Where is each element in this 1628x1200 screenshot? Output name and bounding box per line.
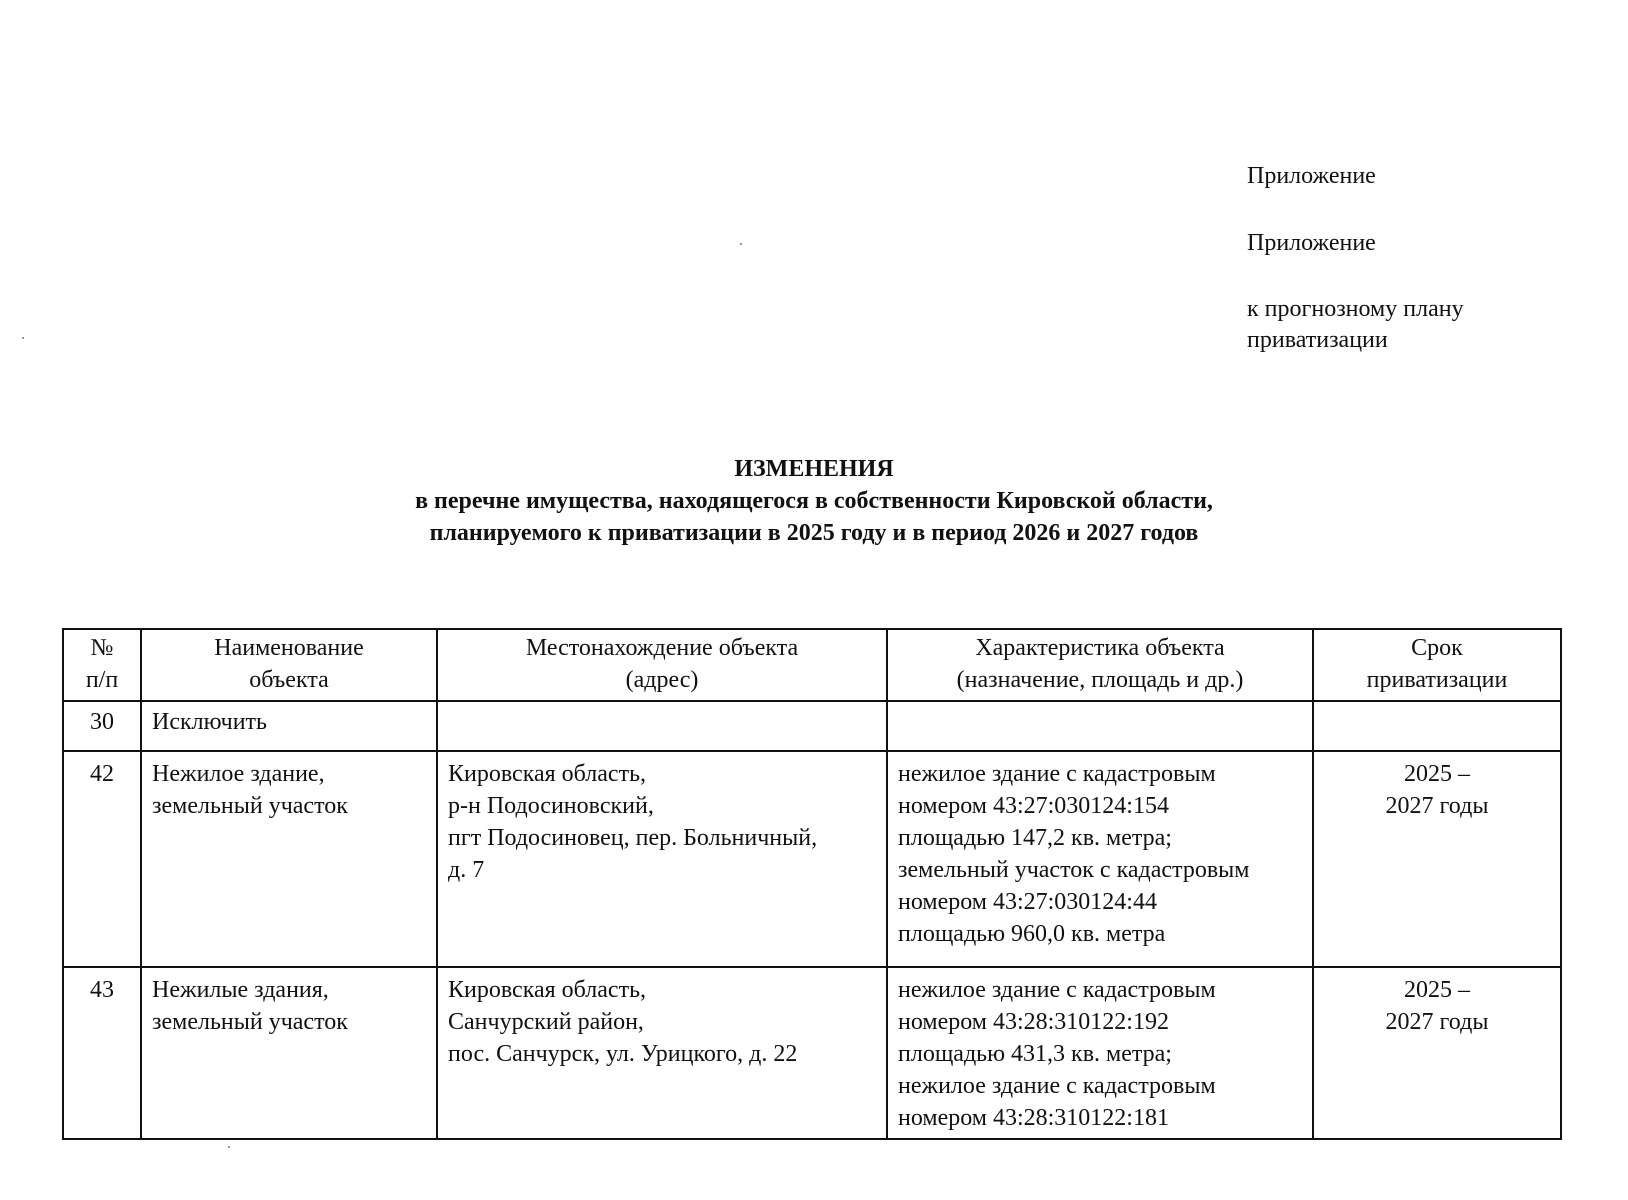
- cell-text: Нежилое здание,: [152, 761, 325, 787]
- header-privatization-term: [1313, 629, 1561, 701]
- cell-text: р-н Подосиновский,: [448, 793, 654, 819]
- table-row: [63, 751, 1561, 967]
- cell-text: нежилое здание с кадастровым: [898, 977, 1216, 1003]
- document-title-line: в перечне имущества, находящегося в собственности Кировской области,: [415, 488, 1213, 514]
- header-text: (адрес): [625, 667, 699, 693]
- table-header-row: [63, 629, 1561, 701]
- cell-text: Кировская область,: [448, 761, 647, 787]
- scan-speck: [228, 1146, 230, 1148]
- header-description: [887, 629, 1313, 701]
- row-number: 42: [63, 751, 141, 967]
- appendix-label-repeat: Приложение: [1247, 230, 1376, 256]
- cell-text: Кировская область,: [448, 977, 647, 1003]
- table-row: [63, 967, 1561, 1139]
- row-object-name: [141, 751, 437, 967]
- appendix-label: Приложение: [1247, 163, 1376, 189]
- header-number: [63, 629, 141, 701]
- row-object-name: [141, 701, 437, 751]
- row-term: [1313, 751, 1561, 967]
- header-object-name: [141, 629, 437, 701]
- appendix-reference-line: приватизации: [1247, 327, 1388, 353]
- header-text: Наименование: [214, 635, 364, 661]
- row-description: [887, 967, 1313, 1139]
- cell-text: площадью 960,0 кв. метра: [898, 921, 1166, 947]
- cell-text: площадью 431,3 кв. метра;: [898, 1041, 1172, 1067]
- cell-text: номером 43:27:030124:154: [898, 793, 1169, 819]
- cell-text: номером 43:27:030124:44: [898, 889, 1157, 915]
- cell-text: 2027 годы: [1385, 793, 1489, 819]
- header-text: Характеристика объекта: [975, 635, 1225, 661]
- row-address: [437, 751, 887, 967]
- document-title-line: планируемого к приватизации в 2025 году и в период 2026 и 2027 годов: [429, 520, 1199, 546]
- cell-text: Санчурский район,: [448, 1009, 644, 1035]
- document-title: [0, 453, 1628, 549]
- cell-text: 2025 –: [1404, 977, 1470, 1003]
- appendix-reference: [1247, 294, 1567, 356]
- cell-text: 2027 годы: [1385, 1009, 1489, 1035]
- header-text: (назначение, площадь и др.): [956, 667, 1244, 693]
- row-term: [1313, 701, 1561, 751]
- changes-table: [62, 628, 1562, 1140]
- header-address: [437, 629, 887, 701]
- table-row: [63, 701, 1561, 751]
- row-address: [437, 967, 887, 1139]
- row-term: [1313, 967, 1561, 1139]
- scan-speck: [740, 243, 742, 245]
- header-text: Местонахождение объекта: [525, 635, 799, 661]
- cell-text: нежилое здание с кадастровым: [898, 761, 1216, 787]
- header-text: объекта: [249, 667, 329, 693]
- scan-speck: [22, 337, 24, 339]
- header-text: п/п: [85, 667, 119, 693]
- row-address: [437, 701, 887, 751]
- cell-text: земельный участок с кадастровым: [898, 857, 1250, 883]
- cell-text: пгт Подосиновец, пер. Больничный,: [448, 825, 818, 851]
- cell-text: Исключить: [152, 709, 267, 735]
- cell-text: д. 7: [448, 857, 485, 883]
- cell-text: пос. Санчурск, ул. Урицкого, д. 22: [448, 1041, 798, 1067]
- cell-text: номером 43:28:310122:192: [898, 1009, 1169, 1035]
- row-object-name: [141, 967, 437, 1139]
- cell-text: площадью 147,2 кв. метра;: [898, 825, 1172, 851]
- row-description: [887, 751, 1313, 967]
- document-title-heading: ИЗМЕНЕНИЯ: [734, 456, 894, 482]
- header-text: приватизации: [1366, 667, 1508, 693]
- cell-text: нежилое здание с кадастровым: [898, 1073, 1216, 1099]
- cell-text: земельный участок: [152, 1009, 348, 1035]
- cell-text: номером 43:28:310122:181: [898, 1105, 1169, 1131]
- row-description: [887, 701, 1313, 751]
- row-number: 30: [63, 701, 141, 751]
- cell-text: 2025 –: [1404, 761, 1470, 787]
- cell-text: земельный участок: [152, 793, 348, 819]
- header-text: Срок: [1411, 635, 1463, 661]
- cell-text: Нежилые здания,: [152, 977, 329, 1003]
- row-number: 43: [63, 967, 141, 1139]
- header-text: №: [90, 635, 114, 661]
- appendix-reference-line: к прогнозному плану: [1247, 296, 1464, 322]
